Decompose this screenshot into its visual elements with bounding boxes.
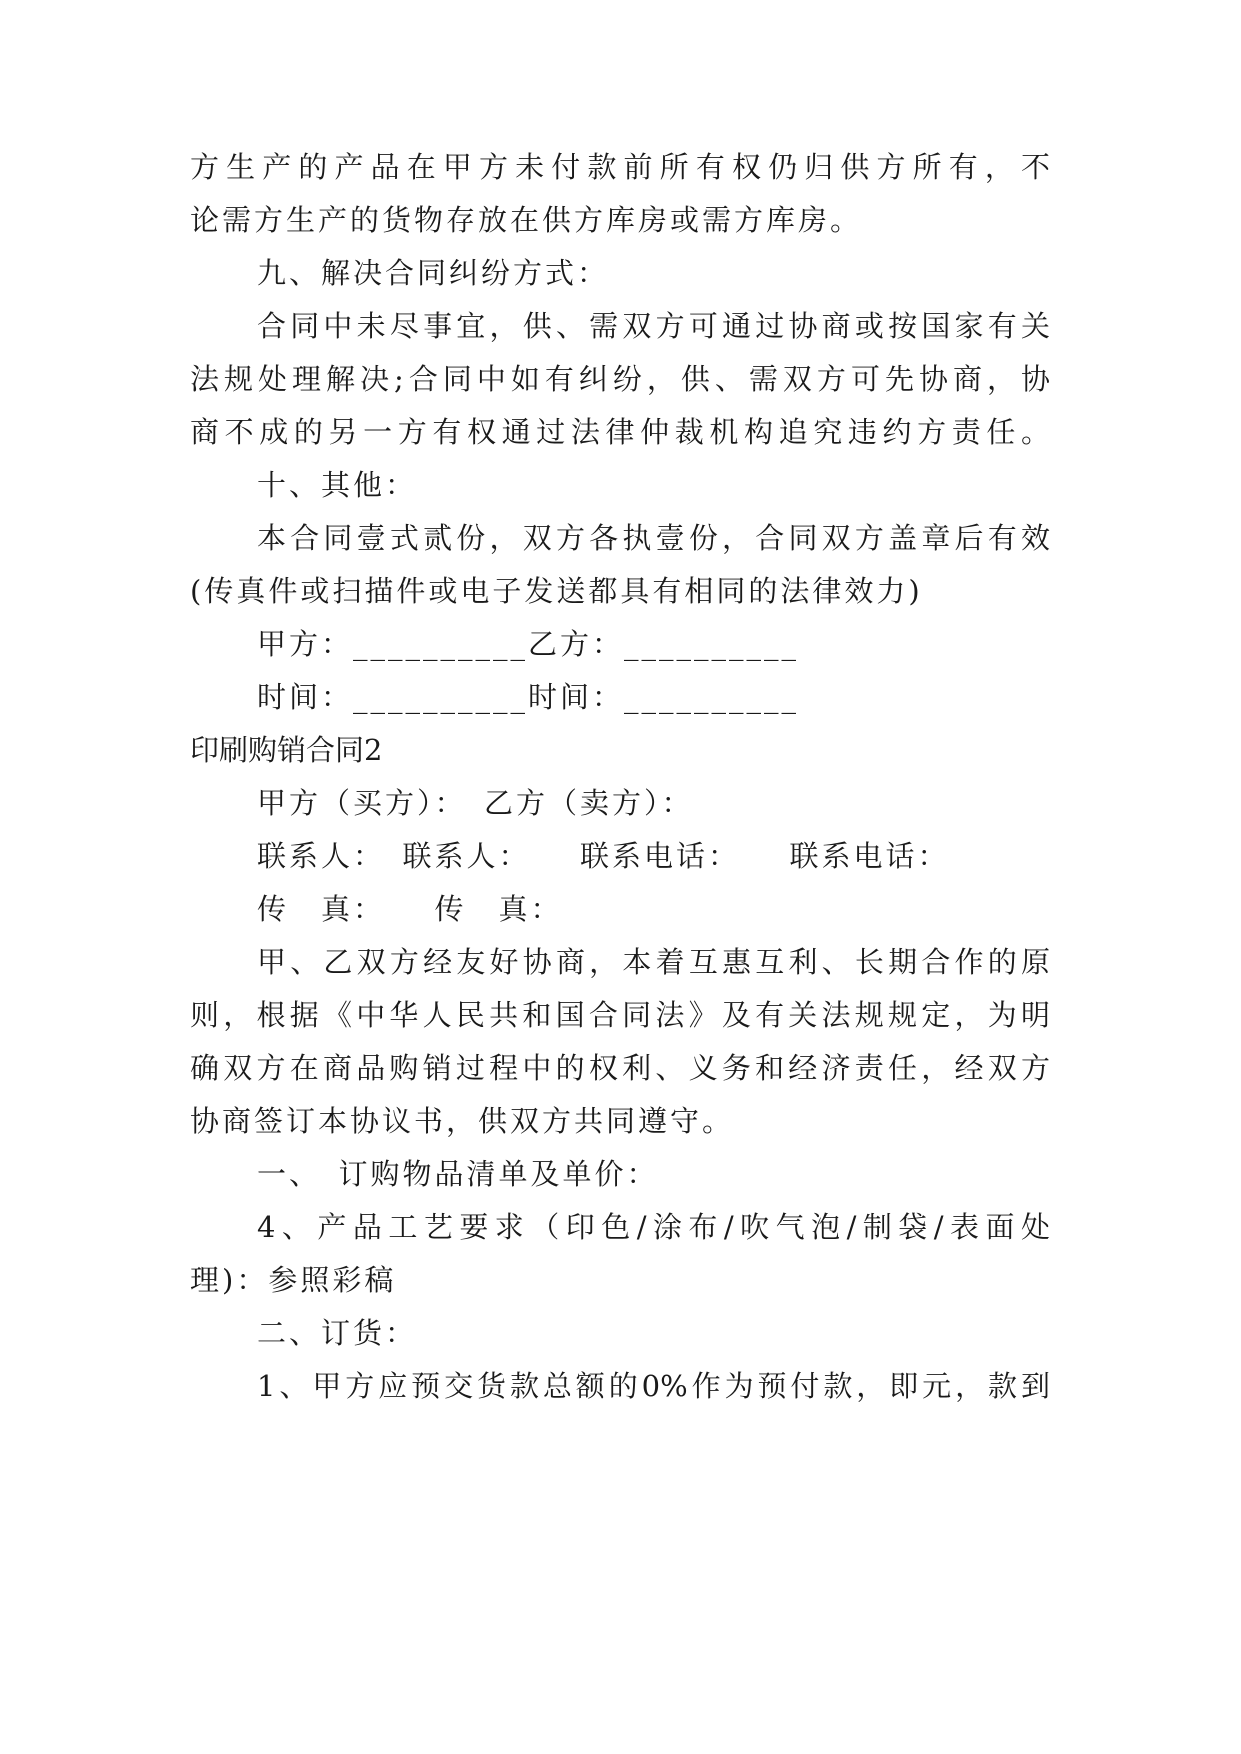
fax-line: 传 真： 传 真： [257,892,563,926]
paragraph-line: 4、产品工艺要求（印色/涂布/吹气泡/制袋/表面处 [257,1210,1050,1244]
paragraph-line: 理)：参照彩稿 [190,1263,397,1297]
paragraph-line: 法规处理解决;合同中如有纠纷，供、需双方可先协商，协 [190,362,1050,396]
section-heading: 一、 订购物品清单及单价： [257,1157,659,1191]
paragraph-line: 本合同壹式贰份，双方各执壹份，合同双方盖章后有效 [257,521,1050,555]
section-heading: 二、订货： [257,1316,418,1350]
paragraph-line: 方生产的产品在甲方未付款前所有权仍归供方所有，不 [190,150,1050,184]
section-heading: 九、解决合同纠纷方式： [257,256,610,290]
paragraph-line: 确双方在商品购销过程中的权利、义务和经济责任，经双方 [190,1051,1050,1085]
paragraph-line: 甲、乙双方经友好协商，本着互惠互利、长期合作的原 [257,945,1050,979]
paragraph-line: (传真件或扫描件或电子发送都具有相同的法律效力) [190,574,923,608]
paragraph-line: 论需方生产的货物存放在供方库房或需方库房。 [190,203,863,237]
paragraph-line: 则，根据《中华人民共和国合同法》及有关法规规定，为明 [190,998,1050,1032]
signature-line-party: 甲方：__________乙方：__________ [257,627,800,661]
paragraph-line: 合同中未尽事宜，供、需双方可通过协商或按国家有关 [257,309,1050,343]
signature-line-date: 时间：__________时间：__________ [257,680,800,714]
contract-title: 印刷购销合同2 [190,733,383,767]
contact-line: 联系人： 联系人： 联系电话： 联系电话： [257,839,950,873]
section-heading: 十、其他： [257,468,418,502]
paragraph-line: 协商签订本协议书，供双方共同遵守。 [190,1104,735,1138]
paragraph-line: 1、甲方应预交货款总额的0%作为预付款，即元，款到 [257,1369,1050,1403]
party-line: 甲方（买方）： 乙方（卖方）： [257,786,694,820]
paragraph-line: 商不成的另一方有权通过法律仲裁机构追究违约方责任。 [190,415,1050,449]
